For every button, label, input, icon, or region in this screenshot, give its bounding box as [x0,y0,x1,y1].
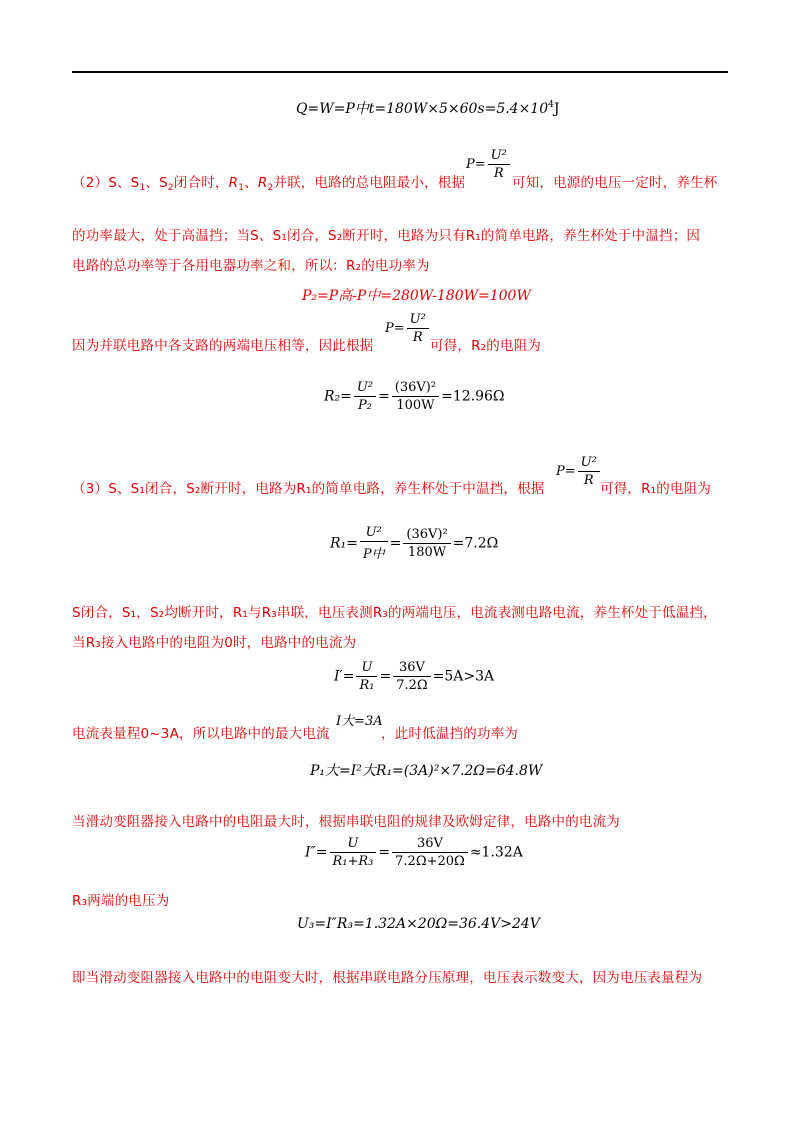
paragraph-3: （3）S、S₁闭合，S₂断开时，电路为R₁的简单电路，养生杯处于中温挡，根据 [72,481,545,497]
paragraph-5-tail: ，此时低温挡的功率为 [381,726,518,742]
equation-p2: P₂=P高-P中=280W-180W=100W [302,288,531,304]
equation-u3: U₃=I″R₃=1.32A×20Ω=36.4V>24V [297,916,540,932]
paragraph-3-tail: 可得，R₁的电阻为 [600,481,712,497]
paragraph-2-line-1: （2）S、$S_1$、$S_2$闭合时，$R_1$、$R_2$并联，电路的总电阻最小，根据 [72,175,466,193]
formula-p-u2-r-1: P= $\frac{\text{U²}}{R}$ [466,148,512,181]
paragraph-5: 电流表量程0~3A，所以电路中的最大电流 [72,726,330,742]
paragraph-6: 当滑动变阻器接入电路中的电阻最大时，根据串联电阻的规律及欧姆定律，电路中的电流为 [72,814,620,830]
paragraph-7: R₃两端的电压为 [72,893,170,909]
equation-heat: Q=W=P中$t=180W\times 5\times 60s=5.4\times 10^4J$ [296,100,560,117]
equation-current-min: I″= $\frac{U}{\text{R₁+R₃}}$ = $\frac{36V}{7.2\Omega+20\Omega}$ ≈1.32A [305,836,523,869]
equation-p-low: P₁大=I²大R₁=(3A)²×7.2Ω=64.8W [310,763,543,779]
paragraph-2-line-2: 的功率最大，处于高温挡；当S、S₁闭合，S₂断开时，电路为只有R₁的简单电路，养生杯处于中温挡；因 [72,228,701,244]
paragraph-2-line-1-tail: 可知，电源的电压一定时，养生杯 [512,175,718,191]
header-rule [72,71,728,73]
formula-i-max: I大=3A [336,714,383,729]
paragraph-4-line-2: 当R₃接入电路中的电阻为0时，电路中的电流为 [72,635,357,651]
equation-r1: R₁= $\frac{\text{U²}}{\text{P中}}$ = $\frac{\text{(36V)²}}{180W}$ =7.2Ω [330,525,499,562]
paragraph-8: 即当滑动变阻器接入电路中的电阻变大时，根据串联电路分压原理，电压表示数变大，因为电压表量程为 [72,970,703,986]
paragraph-2-line-3: 电路的总功率等于各用电器功率之和，所以：R₂的电功率为 [72,258,430,274]
paragraph-4-line-1: S闭合，S₁，S₂均断开时，R₁与R₃串联，电压表测R₃的两端电压，电流表测电路电流，养生杯处于低温挡， [72,605,717,621]
equation-current-max: I′= $\frac{U}{\text{R₁}}$ = $\frac{36V}{7.2\Omega}$ =5A>3A [334,660,495,693]
paragraph-2b-tail: 可得，R₂的电阻为 [430,338,542,354]
formula-p-u2-r-2: P= $\frac{\text{U²}}{R}$ [385,312,431,345]
paragraph-2b: 因为并联电路中各支路的两端电压相等，因此根据 [72,338,374,354]
formula-p-u2-r-3: P= $\frac{\text{U²}}{R}$ [556,455,602,488]
equation-r2: R₂= $\frac{\text{U²}}{\text{P₂}}$ = $\frac{\text{(36V)²}}{100W}$ =12.96Ω [324,380,505,413]
